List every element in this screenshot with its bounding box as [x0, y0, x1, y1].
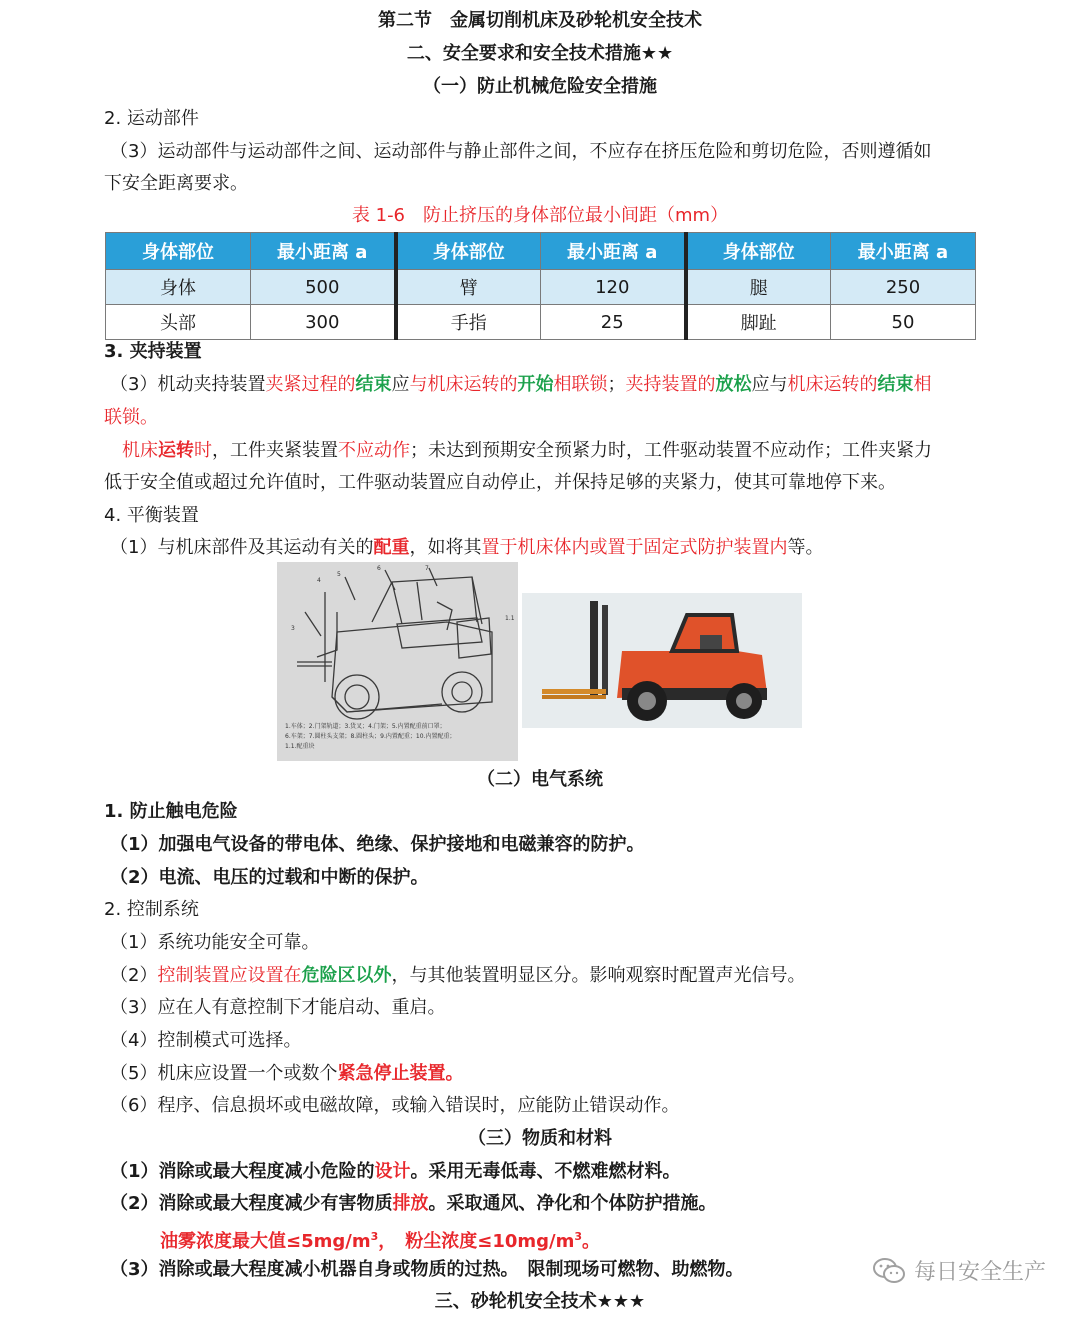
part2-title: （二）电气系统: [477, 769, 603, 790]
text-run: （1）与机床部件及其运动有关的: [110, 537, 374, 558]
forklift-photo-icon: [522, 593, 802, 728]
table-header: 最小距离 a: [541, 233, 686, 270]
balance-heading: 4. 平衡装置: [104, 505, 199, 526]
material-item-2: [0, 1187, 1080, 1220]
wechat-icon: [872, 1257, 906, 1285]
material-item-3: （3）消除或最大程度减小机器自身或物质的过热。 限制现场可燃物、助燃物。: [110, 1259, 744, 1280]
control-item-1: （1）系统功能安全可靠。: [110, 932, 320, 953]
text-run: 设计: [374, 1161, 411, 1182]
table-caption: 表 1-6 防止挤压的身体部位最小间距（mm）: [351, 205, 729, 226]
text-run: 时: [194, 440, 212, 461]
control-item-2: [0, 959, 1080, 992]
diagram-legend: 1.车体；2.门架轨道；3.货叉；4.门架；5.内置配重前口罩；: [285, 723, 446, 730]
electric-item-1: （1）加强电气设备的带电体、绝缘、保护接地和电磁兼容的防护。: [110, 834, 645, 855]
part1-title: （一）防止机械危险安全措施: [423, 76, 657, 97]
table-header: 身体部位: [396, 233, 541, 270]
clamping-text-3: [0, 434, 1080, 467]
text-run: 应与: [751, 374, 788, 395]
table-cell: 50: [831, 305, 976, 340]
table-cell: 臂: [396, 270, 541, 305]
text-run: 夹紧过程的: [265, 374, 356, 395]
text-run: ，如将其: [409, 537, 482, 558]
superscript: 3: [574, 1230, 582, 1243]
text-run: （5）机床应设置一个或数个: [110, 1063, 338, 1084]
watermark: [872, 1255, 1046, 1286]
superscript: 3: [370, 1230, 379, 1243]
text-run: 。采取通风、净化和个体防护措施。: [428, 1193, 717, 1214]
text-run: 与机床运转的: [409, 374, 518, 395]
forklift-diagram-icon: [277, 562, 518, 761]
diagram-num: 5: [337, 571, 341, 578]
text-run: 。: [582, 1231, 600, 1252]
material-limits: [0, 1220, 1080, 1253]
electric-heading-1: 1. 防止触电危险: [104, 801, 238, 822]
text-run: 结束: [355, 374, 392, 395]
clamping-text-4: 低于安全值或超过允许值时，工件驱动装置应自动停止，并保持足够的夹紧力，使其可靠地停下来。: [104, 472, 896, 493]
table-cell: 300: [251, 305, 396, 340]
text-run: 相: [913, 374, 932, 395]
text-run: ；未达到预期安全预紧力时，工件驱动装置不应动作；工件夹紧力: [410, 440, 932, 461]
table-cell: 250: [831, 270, 976, 305]
part4-title: 三、砂轮机安全技术★★★: [434, 1291, 646, 1312]
table-header-row: [106, 233, 976, 270]
text-run: ， 粉尘浓度≤10mg/m: [378, 1231, 575, 1252]
balance-text-1: [0, 531, 1080, 564]
table-header: 最小距离 a: [831, 233, 976, 270]
table-cell: 500: [251, 270, 396, 305]
text-run: ；: [607, 374, 626, 395]
clamping-text-1: [0, 368, 1080, 401]
watermark-text: 每日安全生产: [913, 1260, 1046, 1285]
diagram-num: 1.1: [505, 615, 515, 622]
table-cell: 25: [541, 305, 686, 340]
text-run: 置于机床体内或置于固定式防护装置内: [481, 537, 788, 558]
text-run: 紧急停止装置: [337, 1063, 446, 1084]
sub-title: 二、安全要求和安全技术措施★★: [406, 43, 674, 64]
text-run: 。采用无毒低毒、不燃难燃材料。: [410, 1161, 681, 1182]
text-run: ，与其他装置明显区分。影响观察时配置声光信号。: [391, 965, 806, 986]
text-run: 放松: [715, 374, 752, 395]
text-run: 开始: [517, 374, 554, 395]
table-cell: 头部: [106, 305, 251, 340]
text-run: 夹持装置的: [625, 374, 716, 395]
moving-parts-text-1: （3）运动部件与运动部件之间、运动部件与静止部件之间，不应存在挤压危险和剪切危险，否则遵循如: [110, 141, 932, 162]
diagram-legend: 6.车架；7.圆柱头支架；8.圆柱头；9.内置配重；10.内置配重；: [285, 733, 456, 740]
moving-parts-heading: 2. 运动部件: [104, 108, 199, 129]
text-run: 机床运转的: [787, 374, 878, 395]
moving-parts-text-2: 下安全距离要求。: [104, 173, 248, 194]
text-run: 油雾浓度最大值≤5mg/m: [160, 1231, 371, 1252]
section-title: 第二节 金属切削机床及砂轮机安全技术: [378, 10, 702, 31]
text-run: （1）消除或最大程度减小危险的: [110, 1161, 375, 1182]
text-run: 结束: [877, 374, 914, 395]
text-run: 危险区以外: [301, 965, 392, 986]
text-run: 等。: [787, 537, 824, 558]
forklift-diagram: [277, 562, 518, 761]
control-item-4: （4）控制模式可选择。: [110, 1030, 302, 1051]
control-item-5: [0, 1057, 1080, 1090]
table-cell: 身体: [106, 270, 251, 305]
table-header: 身体部位: [686, 233, 831, 270]
text-run: 不应动作: [338, 440, 410, 461]
table-cell: 手指: [396, 305, 541, 340]
text-run: 。: [445, 1063, 464, 1084]
text-run: 应: [391, 374, 410, 395]
diagram-legend: 1.1.配重块: [285, 743, 315, 750]
table-cell: 120: [541, 270, 686, 305]
diagram-num: 3: [291, 625, 295, 632]
text-run: 控制装置应设置在: [157, 965, 302, 986]
control-heading: 2. 控制系统: [104, 899, 199, 920]
forklift-photo: [522, 593, 802, 728]
text-run: （3）机动夹持装置: [110, 374, 266, 395]
text-run: ，工件夹紧装置: [212, 440, 338, 461]
control-item-3: （3）应在人有意控制下才能启动、重启。: [110, 997, 446, 1018]
text-run: （2）消除或最大程度减少有害物质: [110, 1193, 393, 1214]
text-run: （2）: [110, 965, 158, 986]
clamping-heading: 3. 夹持装置: [104, 341, 202, 362]
text-run: 排放: [392, 1193, 429, 1214]
min-distance-table: [105, 232, 976, 340]
table-cell: 腿: [686, 270, 831, 305]
material-item-1: [0, 1155, 1080, 1188]
diagram-num: 4: [317, 577, 321, 584]
text-run: 相联锁: [553, 374, 608, 395]
table-header: 最小距离 a: [251, 233, 396, 270]
electric-item-2: （2）电流、电压的过载和中断的保护。: [110, 867, 429, 888]
text-run: 配重: [373, 537, 410, 558]
table-row: [106, 270, 976, 305]
part3-title: （三）物质和材料: [468, 1128, 612, 1149]
table-cell: 脚趾: [686, 305, 831, 340]
text-run: 机床: [122, 440, 158, 461]
control-item-6: （6）程序、信息损坏或电磁故障，或输入错误时，应能防止错误动作。: [110, 1095, 680, 1116]
diagram-num: 6: [377, 565, 381, 572]
text-run: 运转: [158, 440, 194, 461]
diagram-num: 7: [425, 565, 429, 572]
clamping-text-2: 联锁。: [104, 407, 158, 428]
table-header: 身体部位: [106, 233, 251, 270]
